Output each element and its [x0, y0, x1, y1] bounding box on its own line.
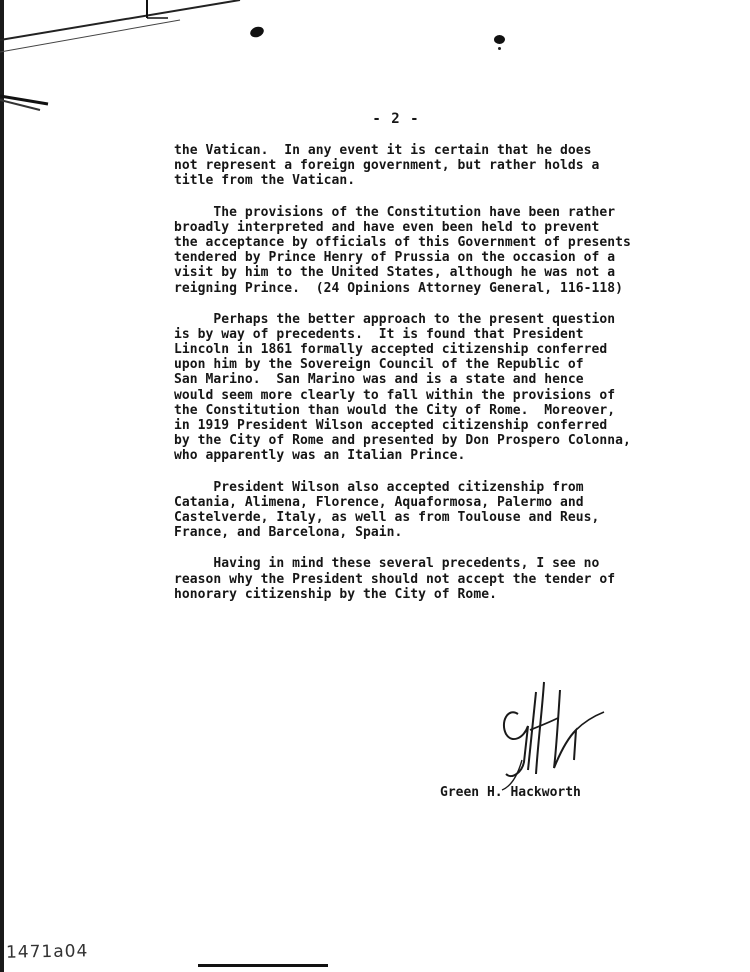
text-line: Perhaps the better approach to the present question	[174, 311, 616, 327]
letter-body	[174, 143, 694, 618]
text-line: Catania, Alimena, Florence, Aquaformosa, Palermo and	[174, 494, 584, 510]
ink-blot	[249, 25, 266, 39]
text-line: in 1919 President Wilson accepted citizenship conferred	[174, 418, 608, 433]
scan-bottom-mark	[198, 964, 328, 967]
paragraph	[174, 480, 694, 541]
text-line: by the City of Rome and presented by Don Prospero Colonna,	[174, 433, 631, 449]
scan-edge-shadow	[0, 0, 4, 972]
paragraph	[174, 205, 694, 296]
text-line: Lincoln in 1861 formally accepted citizenship conferred	[174, 342, 608, 358]
handwritten-signature	[478, 652, 608, 792]
paragraph	[174, 312, 694, 464]
page-number: - 2 -	[372, 111, 420, 127]
text-line: not represent a foreign government, but rather holds a	[174, 158, 600, 174]
ink-blot	[494, 35, 505, 44]
text-line: broadly interpreted and have even been held to prevent	[174, 219, 600, 235]
text-line: title from the Vatican.	[174, 173, 356, 189]
text-line: reigning Prince. (24 Opinions Attorney General, 116-118)	[174, 280, 623, 296]
scan-corner-marks	[0, 0, 260, 130]
text-line: tendered by Prince Henry of Prussia on the occasion of a	[174, 250, 616, 266]
text-line: upon him by the Sovereign Council of the Republic of	[174, 357, 584, 373]
text-line: The provisions of the Constitution have been rather	[174, 204, 616, 220]
text-line: honorary citizenship by the City of Rome.	[174, 586, 497, 602]
text-line: who apparently was an Italian Prince.	[174, 448, 466, 464]
text-line: is by way of precedents. It is found that President	[174, 326, 584, 342]
text-line: visit by him to the United States, although he was not a	[174, 265, 616, 281]
text-line: President Wilson also accepted citizenship from	[174, 479, 584, 495]
handwritten-file-number: 1471a04	[5, 941, 89, 963]
ink-blot	[498, 47, 501, 50]
text-line: reason why the President should not accept the tender of	[174, 571, 616, 587]
text-line: Castelverde, Italy, as well as from Toulouse and Reus,	[174, 509, 600, 525]
text-line: San Marino. San Marino was and is a state and hence	[174, 372, 584, 388]
signer-name: Green H. Hackworth	[440, 785, 581, 800]
paragraph	[174, 556, 694, 602]
text-line: the Constitution than would the City of Rome. Moreover,	[174, 402, 616, 418]
text-line: France, and Barcelona, Spain.	[174, 525, 403, 541]
text-line: the acceptance by officials of this Government of presents	[174, 234, 631, 250]
paragraph	[174, 143, 694, 189]
text-line: Having in mind these several precedents, I see no	[174, 556, 600, 572]
text-line: the Vatican. In any event it is certain that he does	[174, 143, 592, 158]
text-line: would seem more clearly to fall within the provisions of	[174, 387, 616, 403]
